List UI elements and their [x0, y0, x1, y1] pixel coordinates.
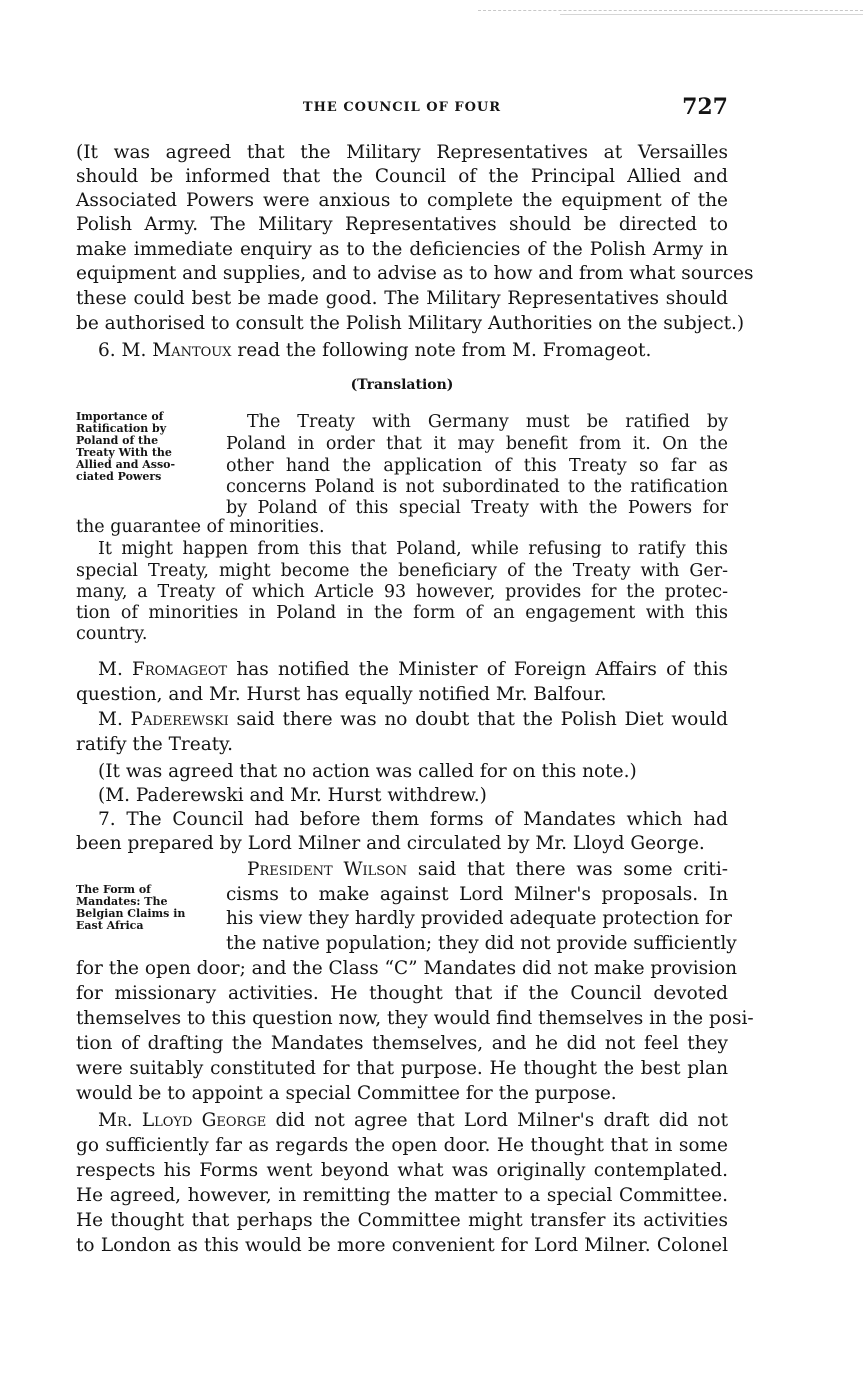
margin-note-mandates: The Form of Mandates: The Belgian Claims in East Africa — [76, 883, 186, 932]
text-line: many, a Treaty of which Article 93 however, provides for the protec- — [76, 582, 728, 602]
text-line: M. Paderewski said there was no doubt that the Polish Diet would — [98, 709, 728, 730]
text-line: by Poland of this special Treaty with the Powers for — [226, 498, 728, 518]
text-line: Associated Powers were anxious to complete the equipment of the — [76, 190, 728, 211]
text-line: M. Fromageot has notified the Minister of Foreign Affairs of this — [98, 659, 729, 680]
text-line: He agreed, however, in remitting the matter to a special Committee. — [76, 1185, 728, 1206]
text-line: (It was agreed that the Military Representatives at Versailles — [76, 142, 728, 163]
text-line: respects his Forms went beyond what was originally contemplated. — [76, 1160, 728, 1181]
text-line: his view they hardly provided adequate protection for — [226, 908, 733, 929]
text-line: were suitably constituted for that purpose. He thought the best plan — [76, 1058, 728, 1079]
text-line: concerns Poland is not subordinated to the ratification — [226, 477, 728, 497]
text-line: go sufficiently far as regards the open door. He thought that in some — [76, 1135, 728, 1156]
text-line: It might happen from this that Poland, while refusing to ratify this — [98, 539, 728, 559]
text-line: tion of minorities in Poland in the form of an engagement with this — [76, 603, 728, 623]
text-line: special Treaty, might become the beneficiary of the Treaty with Ger- — [76, 561, 728, 581]
text-line: Poland in order that it may benefit from it. On the — [226, 434, 728, 454]
text-line: the guarantee of minorities. — [76, 517, 325, 537]
paragraph-withdrawal: (M. Paderewski and Mr. Hurst withdrew.) — [98, 785, 487, 806]
text-line: other hand the application of this Treaty so far as — [226, 456, 728, 476]
paragraph-mantoux-note: 6. M. Mantoux read the following note from M. Fromageot. — [98, 340, 652, 361]
speaker-name: Mr. Lloyd George — [98, 1110, 267, 1131]
text-line: the native population; they did not provide sufficiently — [226, 933, 737, 954]
paragraph-no-action: (It was agreed that no action was called for on this note.) — [98, 761, 637, 782]
text-line: He thought that perhaps the Committee might transfer its activities — [76, 1210, 728, 1231]
scan-artifact-line — [478, 10, 863, 11]
text-line: 7. The Council had before them forms of Mandates which had — [98, 809, 728, 830]
text-line: ratify the Treaty. — [76, 734, 234, 755]
text-line: for the open door; and the Class “C” Mandates did not make provision — [76, 958, 738, 979]
text-line: for missionary activities. He thought that if the Council devoted — [76, 983, 728, 1004]
text-line: country. — [76, 624, 148, 644]
page-number: 727 — [682, 94, 728, 120]
speaker-name: M. Fromageot — [98, 659, 228, 680]
text-line: to London as this would be more convenient for Lord Milner. Colonel — [76, 1235, 728, 1256]
speaker-name: President Wilson — [247, 859, 408, 880]
text-line: be authorised to consult the Polish Military Authorities on the subject.) — [76, 313, 745, 334]
text-line: tion of drafting the Mandates themselves, and he did not feel they — [76, 1033, 728, 1054]
text-line: Mr. Lloyd George did not agree that Lord Milner's draft did not — [98, 1110, 728, 1131]
text-line: make immediate enquiry as to the deficiencies of the Polish Army in — [76, 239, 728, 260]
text-line: these could best be made good. The Military Representatives should — [76, 288, 728, 309]
running-title: THE COUNCIL OF FOUR — [302, 100, 502, 115]
text-line: cisms to make against Lord Milner's proposals. In — [226, 884, 728, 905]
text-line: The Treaty with Germany must be ratified by — [247, 412, 728, 432]
scan-artifact-line — [560, 14, 863, 15]
text-line: would be to appoint a special Committee for the purpose. — [76, 1083, 617, 1104]
margin-note-ratification: Importance of Ratification by Poland of the Treaty With the Allied and Asso- ciated Powers — [76, 410, 176, 483]
text-line: themselves to this question now, they would find themselves in the posi- — [76, 1008, 754, 1029]
text-line: been prepared by Lord Milner and circulated by Mr. Lloyd George. — [76, 833, 705, 854]
speaker-name: Mantoux — [152, 340, 232, 361]
text-line: question, and Mr. Hurst has equally notified Mr. Balfour. — [76, 684, 607, 705]
speaker-name: M. Paderewski — [98, 709, 229, 730]
text-line: President Wilson said that there was some criti- — [247, 859, 728, 880]
text-line: should be informed that the Council of the Principal Allied and — [76, 166, 728, 187]
running-header — [76, 94, 728, 126]
translation-heading: (Translation) — [350, 377, 454, 393]
text-line: Polish Army. The Military Representatives should be directed to — [76, 214, 728, 235]
text-line: equipment and supplies, and to advise as to how and from what sources — [76, 263, 754, 284]
